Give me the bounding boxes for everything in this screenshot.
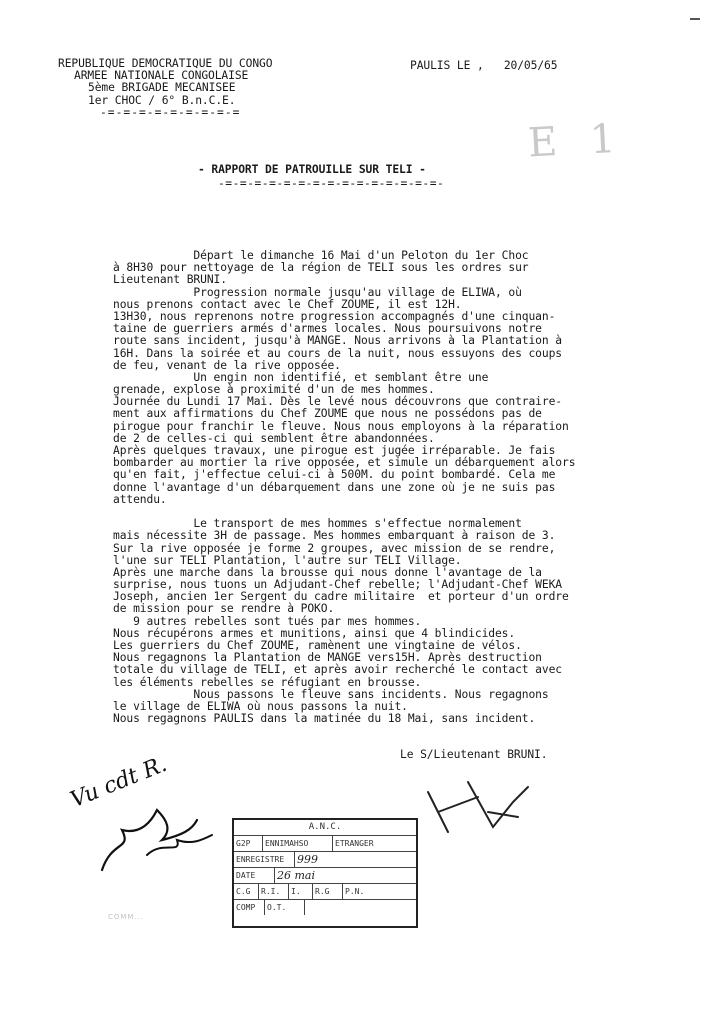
handwritten-note	[62, 740, 242, 890]
stamp-row	[234, 851, 416, 867]
body-line: Départ le dimanche 16 Mai d'un Peloton du 1er Choc	[113, 249, 529, 262]
body-line: route sans incident, jusqu'à MANGE. Nous arrivons à la Plantation à	[113, 334, 562, 348]
body-line: de mission pour se rendre à POKO.	[113, 602, 335, 616]
body-line: de feu, venant de la rive opposée.	[113, 358, 341, 372]
body-line: Progression normale jusqu'au village de ELIWA, où	[113, 285, 522, 299]
stamp-cell: I.	[288, 884, 312, 899]
body-line: attendu.	[113, 492, 167, 506]
signature-line: Le S/Lieutenant BRUNI.	[400, 748, 548, 761]
stamp-cell: DATE	[236, 871, 256, 880]
body-line: pirogue pour franchir le fleuve. Nous nous employons à la réparation	[113, 419, 569, 433]
stamp-cell: G2P	[236, 839, 251, 848]
stamp-cell: P.N.	[342, 884, 416, 899]
stamp-org: A.N.C.	[308, 822, 342, 832]
letterhead	[58, 58, 272, 119]
body-line: mais nécessite 3H de passage. Mes hommes embarquant à raison de 3.	[113, 529, 556, 543]
body-line: grenade, explose à proximité d'un de mes hommes.	[113, 383, 435, 397]
letterhead-line: REPUBLIQUE DEMOCRATIQUE DU CONGO	[58, 57, 273, 70]
body-line: Sur la rive opposée je forme 2 groupes, avec mission de se rendre,	[113, 541, 556, 555]
body-line: Joseph, ancien 1er Sergent du cadre militaire et porteur d'un ordre	[113, 590, 569, 604]
signature-scribble	[418, 772, 538, 842]
title-underline: -=-=-=-=-=-=-=-=-=-=-=-=-=-=-=-	[218, 177, 445, 190]
body-line: Nous récupérons armes et munitions, ainsi que 4 blindicides.	[113, 626, 516, 640]
body-line: taine de guerriers armés d'armes locales. Nous poursuivons notre	[113, 322, 542, 336]
body-line: à 8H30 pour nettoyage de la région de TELI sous les ordres sur	[113, 261, 529, 275]
stamp-cell: ETRANGER	[332, 836, 416, 851]
body-line: donne l'avantage d'un débarquement dans une zone où je ne suis pas	[113, 480, 556, 494]
handwritten-initials	[62, 740, 242, 890]
body-line: nous prenons contact avec le Chef ZOUME, il est 12H.	[113, 297, 462, 311]
stamp-cell: R.I.	[258, 884, 288, 899]
body-line: 13H30, nous reprenons notre progression accompagnés d'une cinquan-	[113, 309, 556, 323]
letterhead-line: 5ème BRIGADE MECANISEE	[88, 81, 236, 95]
stamp-cell: ENREGISTRE	[236, 855, 285, 864]
body-line: Le transport de mes hommes s'effectue normalement	[113, 517, 522, 531]
body-line: qu'en fait, j'effectue celui-ci à 500M. du point bombardé. Cela me	[113, 468, 556, 482]
registration-stamp	[232, 818, 418, 928]
stamp-cell: O.T.	[264, 900, 304, 915]
body-line: le village de ELIWA où nous passons la nuit.	[113, 699, 408, 713]
stamp-cell: R.G	[312, 884, 342, 899]
place-date: PAULIS LE , 20/05/65	[410, 59, 558, 72]
body-line: Nous passons le fleuve sans incidents. Nous regagnons	[113, 687, 549, 701]
letterhead-separator: -=-=-=-=-=-=-=-=-=	[100, 105, 241, 119]
stamp-row	[234, 883, 416, 899]
body-line: l'une sur TELI Plantation, l'autre sur TELI Village.	[113, 553, 462, 567]
body-line: Nous regagnons PAULIS dans la matinée du 18 Mai, sans incident.	[113, 712, 536, 726]
stamp-handwritten-number: 999	[294, 852, 416, 867]
body-line: Un engin non identifié, et semblant être une	[113, 370, 489, 384]
body-line: Après quelques travaux, une pirogue est jugée irréparable. Je fais	[113, 444, 556, 457]
body-line: 16H. Dans la soirée et au cours de la nuit, nous essuyons des coups	[113, 346, 562, 360]
body-line: bombarder au mortier la rive opposée, et simule un débarquement alors	[113, 456, 576, 470]
letterhead-line: ARMEE NATIONALE CONGOLAISE	[74, 69, 249, 83]
stamp-cell	[304, 900, 416, 915]
body-line: totale du village de TELI, et après avoir recherché le contact avec	[113, 663, 562, 677]
body-line: 9 autres rebelles sont tués par mes hommes.	[113, 614, 422, 628]
body-line: Les guerriers du Chef ZOUME, ramènent une vingtaine de vélos.	[113, 639, 522, 652]
body-line: Lieutenant BRUNI.	[113, 273, 227, 287]
stamp-row	[234, 899, 416, 915]
faint-stamp-text: COMM...	[108, 913, 145, 921]
body-line: Nous regagnons la Plantation de MANGE vers15H. Après destruction	[113, 651, 542, 665]
body-line: Journée du Lundi 17 Mai. Dès le levé nous découvrons que contraire-	[113, 395, 562, 409]
letterhead-line: 1er CHOC / 6° B.n.C.E.	[88, 93, 236, 107]
handwritten-note-text: Vu cdt R.	[67, 751, 171, 814]
stamp-cell: COMP	[236, 903, 256, 912]
body-line: de 2 de celles-ci qui semblent être abandonnées.	[113, 431, 435, 445]
body-line: les éléments rebelles se réfugiant en brousse.	[113, 675, 422, 689]
stamp-cell: C.G	[236, 887, 251, 896]
report-title: - RAPPORT DE PATROUILLE SUR TELI -	[198, 163, 426, 176]
body-line: Après une marche dans la brousse qui nous donne l'avantage de la	[113, 565, 542, 579]
stamp-cell: ENNIMAHSO	[262, 836, 332, 851]
report-body	[113, 250, 633, 725]
corner-mark	[690, 18, 700, 20]
body-line: surprise, nous tuons un Adjudant-Chef rebelle; l'Adjudant-Chef WEKA	[113, 578, 562, 592]
stamp-row	[234, 835, 416, 851]
pencil-annotation: E 1	[526, 115, 627, 167]
stamp-row	[234, 867, 416, 883]
stamp-handwritten-date: 26 mai	[274, 868, 416, 883]
body-line: ment aux affirmations du Chef ZOUME que nous ne possédons pas de	[113, 407, 542, 421]
